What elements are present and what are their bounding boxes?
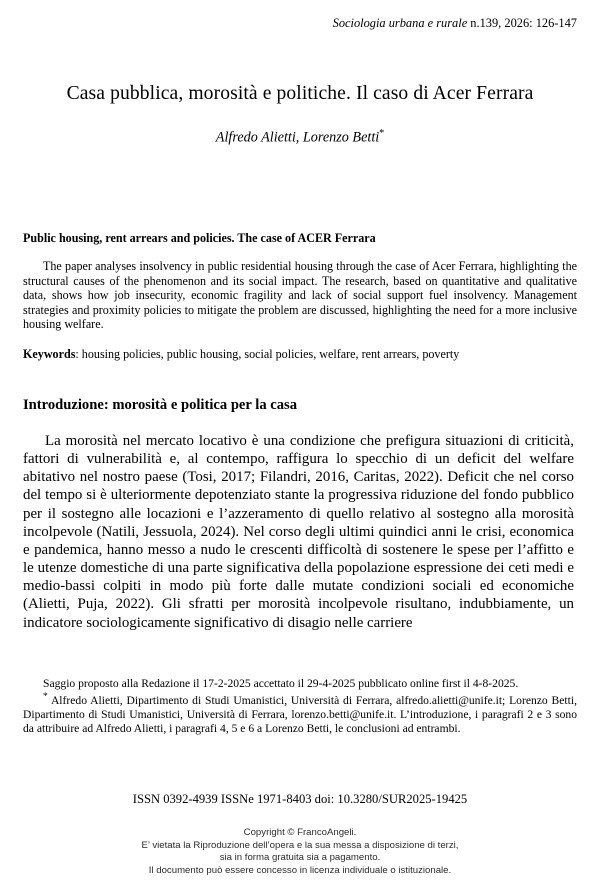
journal-issue-info: n.139, 2026: 126-147	[467, 16, 577, 30]
journal-name: Sociologia urbana e rurale	[332, 16, 468, 30]
abstract-heading: Public housing, rent arrears and policies. The case of ACER Ferrara	[23, 231, 376, 245]
issn-doi-line: ISSN 0392-4939 ISSNe 1971-8403 doi: 10.3280/SUR2025-19425	[132, 792, 468, 806]
copyright-line-4: Il documento può essere concesso in licenza individuale o istituzionale.	[148, 864, 452, 876]
copyright-line-2: E’ vietata la Riproduzione dell’opera e la sua messa a disposizione di terzi,	[141, 839, 459, 851]
footnote-block	[23, 677, 577, 735]
copyright-line-3: sia in forma gratuita sia a pagamento.	[219, 852, 381, 864]
keywords-list: housing policies, public housing, social policies, welfare, rent arrears, poverty	[81, 347, 460, 361]
section-heading-introduzione: Introduzione: morosità e politica per la casa	[23, 397, 298, 413]
keywords-line	[23, 347, 577, 362]
body-paragraph: La morosità nel mercato locativo è una condizione che prefigura situazioni di criticità, fattori di vulnerabilità e, al contempo, raffigura lo specchio di un deficit del welfare abitativo nel nostro paese (Tosi, 2017; Filandri, 2016, Caritas, 2022). Deficit che nel corso del tempo si è ulteriormente depotenziato stante la progressiva riduzione del fondo pubblico per il sostegno alle locazioni e l’azzeramento di quello relativo al sostegno alla morosità incolpevole (Natili, Jessuola, 2024). Nel corso degli ultimi quindici anni le crisi, economica e pandemica, hanno messo a nudo le crescenti difficoltà di sostenere le spese per l’affitto e le utenze domestiche di una parte significativa della popolazione espressione dei ceti medi e medio-bassi colpiti in modo più forte dalle mutate condizioni sociali ed economiche (Alietti, Puja, 2022). Gli sfratti per morosità incolpevole risultano, indubbiamente, un indicatore sociologicamente significativo di disagio nelle carriere	[23, 433, 574, 631]
running-head	[23, 16, 577, 30]
footnote-submission-note: Saggio proposto alla Redazione il 17-2-2025 accettato il 29-4-2025 pubblicato online first il 4-8-2025.	[43, 677, 519, 690]
author-byline	[23, 125, 577, 147]
keywords-label: Keywords	[23, 347, 76, 361]
footnote-affiliation-text: Alfredo Alietti, Dipartimento di Studi Umanistici, Università di Ferrara, alfredo.alietti@unife.it; Lorenzo Betti, Dipartimento di Studi Umanistici, Università di Ferrara, lorenzo.betti@unife.it. L’introduzione, i paragrafi 2 e 3 sono da attribuire ad Alfredo Alietti, i paragrafi 4, 5 e 6 a Lorenzo Betti, le conclusioni ad entrambi.	[23, 693, 577, 735]
keywords-separator: :	[75, 347, 82, 361]
copyright-notice	[23, 827, 577, 877]
author-names: Alfredo Alietti, Lorenzo Betti	[215, 129, 380, 146]
copyright-line-1: Copyright © FrancoAngeli.	[243, 827, 357, 838]
footnote-affiliation-note	[23, 691, 577, 736]
abstract-text: The paper analyses insolvency in public residential housing through the case of Acer Ferrara, highlighting the structural causes of the phenomenon and its social impact. The research, based on quantitative and qualitative data, shows how job insecurity, economic fragility and lack of social support fuel insolvency. Management strategies and proximity policies to mitigate the problem are discussed, highlighting the need for a more inclusive housing welfare.	[23, 259, 577, 332]
page-title: Casa pubblica, morosità e politiche. Il caso di Acer Ferrara	[66, 83, 534, 104]
author-footnote-marker: *	[379, 128, 385, 139]
footnote-star-marker: *	[43, 691, 48, 702]
